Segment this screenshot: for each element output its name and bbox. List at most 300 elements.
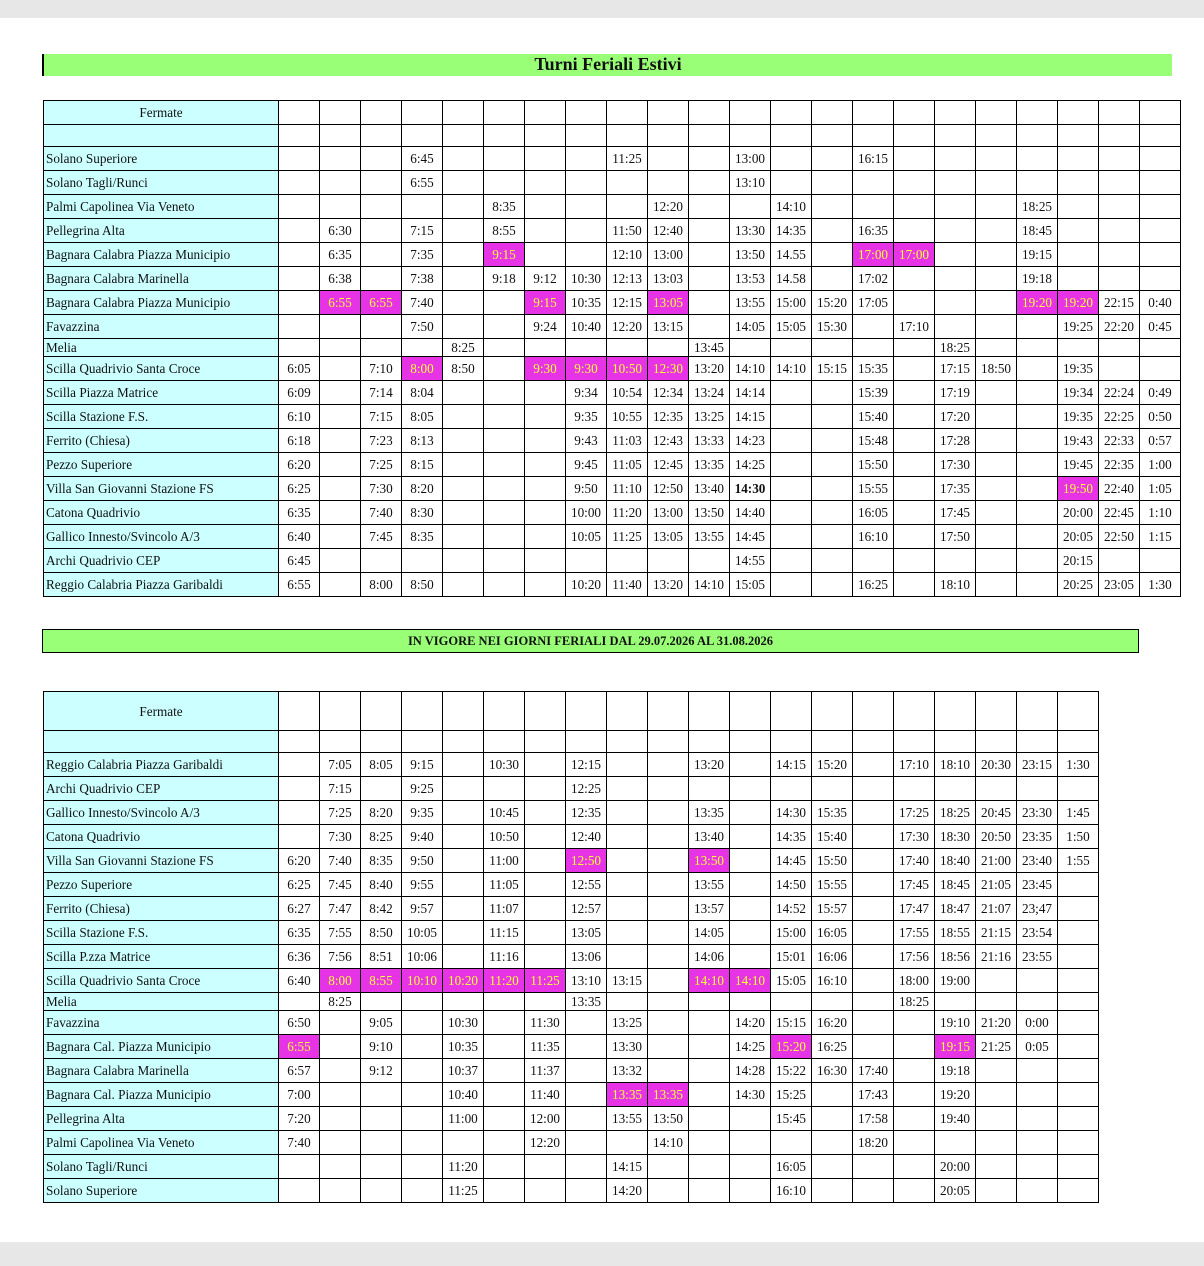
departure-time: 18:45: [1017, 219, 1058, 243]
stop-row: [44, 969, 1099, 993]
departure-time: 16:05: [853, 501, 894, 525]
stop-name: Melia: [44, 993, 279, 1011]
departure-time: [894, 1107, 935, 1131]
departure-time: [812, 171, 853, 195]
departure-time: [976, 525, 1017, 549]
departure-time: [1140, 549, 1181, 573]
departure-time-highlighted: 13:35: [607, 1083, 648, 1107]
departure-time: [894, 267, 935, 291]
departure-time: [1058, 1179, 1099, 1203]
departure-time: [1058, 1131, 1099, 1155]
departure-time: 9:25: [402, 777, 443, 801]
departure-time: 9:50: [566, 477, 607, 501]
departure-time: 13:35: [566, 993, 607, 1011]
departure-time: 13:25: [689, 405, 730, 429]
departure-time: [361, 1083, 402, 1107]
departure-time: [812, 525, 853, 549]
departure-time: 16:10: [771, 1179, 812, 1203]
departure-time-highlighted: 17:00: [853, 243, 894, 267]
departure-time: [689, 777, 730, 801]
departure-time: [279, 291, 320, 315]
departure-time: 17:10: [894, 315, 935, 339]
departure-time: [566, 1083, 607, 1107]
spacer-cell: [361, 731, 402, 753]
spacer-cell: [812, 125, 853, 147]
departure-time: 12:50: [648, 477, 689, 501]
departure-time: [484, 381, 525, 405]
departure-time: [1058, 873, 1099, 897]
departure-time: [1099, 243, 1140, 267]
departure-time: [320, 1179, 361, 1203]
departure-time: [484, 1179, 525, 1203]
departure-time: [689, 1131, 730, 1155]
departure-time: [566, 1059, 607, 1083]
header-cell: [320, 692, 361, 731]
departure-time: 17:10: [894, 753, 935, 777]
departure-time: [853, 1155, 894, 1179]
spacer-cell: [1058, 731, 1099, 753]
departure-time: [402, 1035, 443, 1059]
departure-time: 17:45: [894, 873, 935, 897]
departure-time: [812, 993, 853, 1011]
stop-name: Favazzina: [44, 315, 279, 339]
departure-time: 8:25: [320, 993, 361, 1011]
departure-time: [443, 873, 484, 897]
departure-time: [1058, 969, 1099, 993]
header-cell: [812, 101, 853, 125]
departure-time-highlighted: 13:05: [648, 291, 689, 315]
departure-time: [525, 801, 566, 825]
header-row: [44, 101, 1181, 125]
spacer-cell: [525, 125, 566, 147]
departure-time: [525, 171, 566, 195]
departure-time: 8:51: [361, 945, 402, 969]
departure-time: [853, 339, 894, 357]
departure-time: [484, 477, 525, 501]
departure-time: 14:25: [730, 453, 771, 477]
stop-row: [44, 477, 1181, 501]
stop-name: Scilla P.zza Matrice: [44, 945, 279, 969]
departure-time: 11:15: [484, 921, 525, 945]
departure-time: 10:55: [607, 405, 648, 429]
departure-time: [361, 549, 402, 573]
departure-time: [976, 267, 1017, 291]
departure-time: 9:43: [566, 429, 607, 453]
departure-time: [1017, 1179, 1058, 1203]
departure-time: [607, 801, 648, 825]
departure-time: [853, 897, 894, 921]
stop-row: [44, 195, 1181, 219]
departure-time: [1058, 339, 1099, 357]
departure-time: [484, 291, 525, 315]
header-cell: [484, 692, 525, 731]
departure-time: 20:45: [976, 801, 1017, 825]
departure-time: 13:00: [648, 501, 689, 525]
departure-time: 12:40: [648, 219, 689, 243]
departure-time: [648, 1155, 689, 1179]
departure-time: [853, 195, 894, 219]
departure-time: [1058, 1107, 1099, 1131]
departure-time: [443, 1131, 484, 1155]
departure-time: 7:15: [361, 405, 402, 429]
departure-time: [894, 1179, 935, 1203]
departure-time-highlighted: 19:15: [935, 1035, 976, 1059]
departure-time: 7:30: [361, 477, 402, 501]
departure-time: [1017, 993, 1058, 1011]
departure-time: 13:20: [689, 753, 730, 777]
departure-time: [1017, 777, 1058, 801]
departure-time: 13:00: [730, 147, 771, 171]
stop-row: [44, 801, 1099, 825]
departure-time: 14:10: [689, 573, 730, 597]
departure-time: [730, 777, 771, 801]
departure-time: 20:05: [1058, 525, 1099, 549]
departure-time: [976, 1131, 1017, 1155]
departure-time: 22:40: [1099, 477, 1140, 501]
departure-time: 14:30: [730, 1083, 771, 1107]
departure-time: [894, 381, 935, 405]
departure-time: [1058, 147, 1099, 171]
departure-time: [1017, 1155, 1058, 1179]
departure-time: 15:20: [812, 753, 853, 777]
departure-time: [443, 753, 484, 777]
departure-time: 0:49: [1140, 381, 1181, 405]
departure-time: 20:30: [976, 753, 1017, 777]
stop-row: [44, 945, 1099, 969]
departure-time: 23:05: [1099, 573, 1140, 597]
departure-time: [443, 849, 484, 873]
departure-time: 6:05: [279, 357, 320, 381]
stop-name: Favazzina: [44, 1011, 279, 1035]
departure-time: [484, 315, 525, 339]
departure-time: [771, 429, 812, 453]
departure-time: [484, 171, 525, 195]
spacer-cell: [771, 731, 812, 753]
departure-time: 17:58: [853, 1107, 894, 1131]
departure-time: 23:45: [1017, 873, 1058, 897]
departure-time: [648, 873, 689, 897]
departure-time: [484, 993, 525, 1011]
departure-time: 16:10: [853, 525, 894, 549]
departure-time: [976, 147, 1017, 171]
departure-time: [771, 501, 812, 525]
departure-time: [1017, 453, 1058, 477]
departure-time: 14:28: [730, 1059, 771, 1083]
header-cell: [935, 101, 976, 125]
departure-time: 15:00: [771, 291, 812, 315]
departure-time: [443, 429, 484, 453]
departure-time: 8:20: [361, 801, 402, 825]
spacer-cell: [730, 731, 771, 753]
departure-time: [976, 1083, 1017, 1107]
departure-time: [566, 1011, 607, 1035]
departure-time: [648, 777, 689, 801]
departure-time: 0:00: [1017, 1011, 1058, 1035]
departure-time: 7:05: [320, 753, 361, 777]
departure-time: [853, 801, 894, 825]
stop-row: [44, 339, 1181, 357]
header-cell: [1058, 692, 1099, 731]
departure-time: [1017, 969, 1058, 993]
departure-time: 19:15: [1017, 243, 1058, 267]
header-row: [44, 692, 1099, 731]
departure-time: 14:20: [607, 1179, 648, 1203]
header-cell: [1058, 101, 1099, 125]
stop-name: Catona Quadrivio: [44, 825, 279, 849]
departure-time: [853, 969, 894, 993]
departure-time: [976, 573, 1017, 597]
departure-time: [935, 195, 976, 219]
departure-time: 20:00: [935, 1155, 976, 1179]
departure-time: 17:35: [935, 477, 976, 501]
departure-time: [812, 573, 853, 597]
departure-time: 15:50: [812, 849, 853, 873]
header-cell: [689, 692, 730, 731]
departure-time: 11:20: [443, 1155, 484, 1179]
departure-time: [730, 897, 771, 921]
stop-row: [44, 849, 1099, 873]
departure-time: 6:40: [279, 969, 320, 993]
spacer-cell: [484, 731, 525, 753]
departure-time: 12:13: [607, 267, 648, 291]
departure-time: [525, 477, 566, 501]
departure-time: 18:45: [935, 873, 976, 897]
spacer-cell: [853, 125, 894, 147]
departure-time: [320, 339, 361, 357]
departure-time: 11:35: [525, 1035, 566, 1059]
departure-time: [730, 1131, 771, 1155]
departure-time: [689, 1011, 730, 1035]
departure-time: [402, 195, 443, 219]
departure-time: [279, 147, 320, 171]
departure-time: 12:20: [525, 1131, 566, 1155]
departure-time: 16:35: [853, 219, 894, 243]
header-cell: [525, 692, 566, 731]
departure-time: 21:05: [976, 873, 1017, 897]
departure-time: [484, 1107, 525, 1131]
departure-time: 8:25: [443, 339, 484, 357]
departure-time: 8:04: [402, 381, 443, 405]
stop-name: Melia: [44, 339, 279, 357]
departure-time: [607, 825, 648, 849]
stop-name: Pezzo Superiore: [44, 453, 279, 477]
departure-time: [443, 825, 484, 849]
departure-time: [402, 1083, 443, 1107]
header-cell: [361, 101, 402, 125]
departure-time: 11:25: [443, 1179, 484, 1203]
departure-time: [812, 777, 853, 801]
departure-time: [894, 291, 935, 315]
spacer-cell: [361, 125, 402, 147]
departure-time: 12:35: [648, 405, 689, 429]
departure-time: [320, 429, 361, 453]
departure-time: [525, 243, 566, 267]
departure-time: [853, 945, 894, 969]
departure-time-highlighted: 10:20: [443, 969, 484, 993]
header-cell: [443, 101, 484, 125]
departure-time: 15:48: [853, 429, 894, 453]
departure-time: [1017, 1107, 1058, 1131]
departure-time: 16:15: [853, 147, 894, 171]
departure-time: 9:12: [525, 267, 566, 291]
departure-time: [279, 243, 320, 267]
departure-time: [771, 405, 812, 429]
departure-time: [689, 291, 730, 315]
departure-time: 15:15: [771, 1011, 812, 1035]
departure-time: [402, 1155, 443, 1179]
spacer-cell: [976, 125, 1017, 147]
departure-time: [607, 945, 648, 969]
header-cell: [279, 101, 320, 125]
departure-time: [894, 549, 935, 573]
departure-time: [361, 339, 402, 357]
departure-time: 8:35: [402, 525, 443, 549]
departure-time: [689, 219, 730, 243]
departure-time: [320, 357, 361, 381]
departure-time: [1058, 243, 1099, 267]
departure-time: 9:12: [361, 1059, 402, 1083]
departure-time: [402, 1131, 443, 1155]
departure-time: 9:55: [402, 873, 443, 897]
departure-time: 8:55: [484, 219, 525, 243]
departure-time: 9:15: [402, 753, 443, 777]
departure-time: [976, 291, 1017, 315]
departure-time: [402, 549, 443, 573]
departure-time: 14:50: [771, 873, 812, 897]
departure-time: [320, 1107, 361, 1131]
departure-time: 8:05: [361, 753, 402, 777]
departure-time: [320, 195, 361, 219]
departure-time: [1017, 549, 1058, 573]
spacer-cell: [976, 731, 1017, 753]
departure-time: [812, 453, 853, 477]
departure-time: [607, 1131, 648, 1155]
departure-time: 18:20: [853, 1131, 894, 1155]
departure-time: 6:57: [279, 1059, 320, 1083]
departure-time-highlighted: 9:15: [484, 243, 525, 267]
departure-time: 23:54: [1017, 921, 1058, 945]
departure-time: [320, 573, 361, 597]
departure-time: [1099, 147, 1140, 171]
departure-time: 1:45: [1058, 801, 1099, 825]
departure-time: 12:40: [566, 825, 607, 849]
departure-time: [566, 219, 607, 243]
departure-time: [689, 1083, 730, 1107]
departure-time: [976, 243, 1017, 267]
departure-time: 8:05: [402, 405, 443, 429]
departure-time: 13:40: [689, 825, 730, 849]
departure-time: [976, 993, 1017, 1011]
departure-time: 8:15: [402, 453, 443, 477]
departure-time: [443, 801, 484, 825]
spacer-row: [44, 731, 1099, 753]
departure-time: [935, 315, 976, 339]
departure-time: [976, 381, 1017, 405]
departure-time: 7:40: [279, 1131, 320, 1155]
departure-time: [812, 195, 853, 219]
departure-time: [1099, 171, 1140, 195]
departure-time: 22:15: [1099, 291, 1140, 315]
departure-time: 12:43: [648, 429, 689, 453]
departure-time: 13:20: [689, 357, 730, 381]
departure-time: 15:05: [771, 969, 812, 993]
spacer-cell: [566, 125, 607, 147]
stop-name: Villa San Giovanni Stazione FS: [44, 849, 279, 873]
departure-time: [648, 549, 689, 573]
departure-time: 6:50: [279, 1011, 320, 1035]
departure-time: [730, 873, 771, 897]
departure-time: [1058, 945, 1099, 969]
departure-time: 17:15: [935, 357, 976, 381]
departure-time: [525, 993, 566, 1011]
departure-time: [361, 147, 402, 171]
departure-time: [525, 429, 566, 453]
header-cell: [607, 101, 648, 125]
departure-time: 6:27: [279, 897, 320, 921]
departure-time: [1140, 339, 1181, 357]
departure-time: [443, 777, 484, 801]
spacer-cell: [812, 731, 853, 753]
departure-time: [771, 1131, 812, 1155]
departure-time: [976, 477, 1017, 501]
departure-time: [566, 171, 607, 195]
departure-time: [894, 171, 935, 195]
header-cell: [607, 692, 648, 731]
header-cell: [320, 101, 361, 125]
departure-time: [894, 777, 935, 801]
departure-time: [484, 339, 525, 357]
departure-time: [771, 339, 812, 357]
departure-time: [1140, 267, 1181, 291]
departure-time: 10:05: [566, 525, 607, 549]
departure-time: 17:02: [853, 267, 894, 291]
spacer-cell: [402, 125, 443, 147]
departure-time: [812, 1107, 853, 1131]
departure-time: [607, 849, 648, 873]
departure-time: [279, 801, 320, 825]
stop-row: [44, 777, 1099, 801]
stop-row: [44, 147, 1181, 171]
departure-time: [730, 195, 771, 219]
departure-time: 17:43: [853, 1083, 894, 1107]
departure-time: [730, 921, 771, 945]
departure-time: 11:40: [607, 573, 648, 597]
departure-time: [443, 291, 484, 315]
departure-time: 12:25: [566, 777, 607, 801]
departure-time: 15:35: [812, 801, 853, 825]
departure-time: 7:35: [402, 243, 443, 267]
header-cell: [566, 692, 607, 731]
departure-time: [730, 1155, 771, 1179]
departure-time: 17:05: [853, 291, 894, 315]
departure-time: [607, 195, 648, 219]
departure-time: [361, 777, 402, 801]
stop-row: [44, 219, 1181, 243]
departure-time: 16:20: [812, 1011, 853, 1035]
spacer-cell: [607, 731, 648, 753]
departure-time: [484, 1131, 525, 1155]
departure-time: 12:45: [648, 453, 689, 477]
departure-time: [894, 1155, 935, 1179]
departure-time: 13:15: [648, 315, 689, 339]
departure-time: [484, 147, 525, 171]
stop-row: [44, 1107, 1099, 1131]
departure-time: [484, 1059, 525, 1083]
departure-time: 17:30: [894, 825, 935, 849]
departure-time: [976, 501, 1017, 525]
departure-time: 15:30: [812, 315, 853, 339]
departure-time: 18:56: [935, 945, 976, 969]
